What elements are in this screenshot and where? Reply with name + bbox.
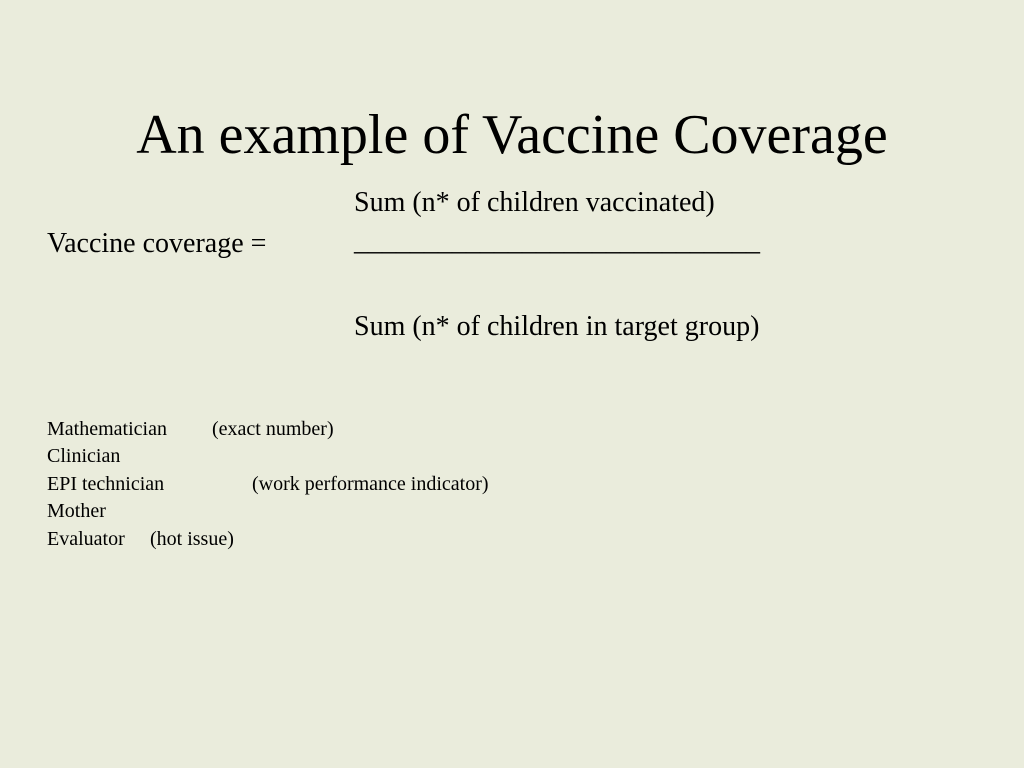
formula-denominator: Sum (n* of children in target group) xyxy=(354,311,760,342)
role-note: (hot issue) xyxy=(150,527,234,550)
role-note: (work performance indicator) xyxy=(252,472,489,495)
role-name: EPI technician xyxy=(47,472,165,495)
formula-fraction-line: _____________________________ xyxy=(354,226,760,257)
role-name: Clinician xyxy=(47,445,121,468)
role-name: Evaluator xyxy=(47,527,125,550)
formula-lhs: Vaccine coverage = xyxy=(47,228,267,259)
role-note: (exact number) xyxy=(212,418,334,440)
formula-numerator: Sum (n* of children vaccinated) xyxy=(354,187,715,218)
slide-title: An example of Vaccine Coverage xyxy=(136,104,888,166)
role-name: Mother xyxy=(47,500,106,523)
role-name: Mathematician xyxy=(47,418,167,440)
